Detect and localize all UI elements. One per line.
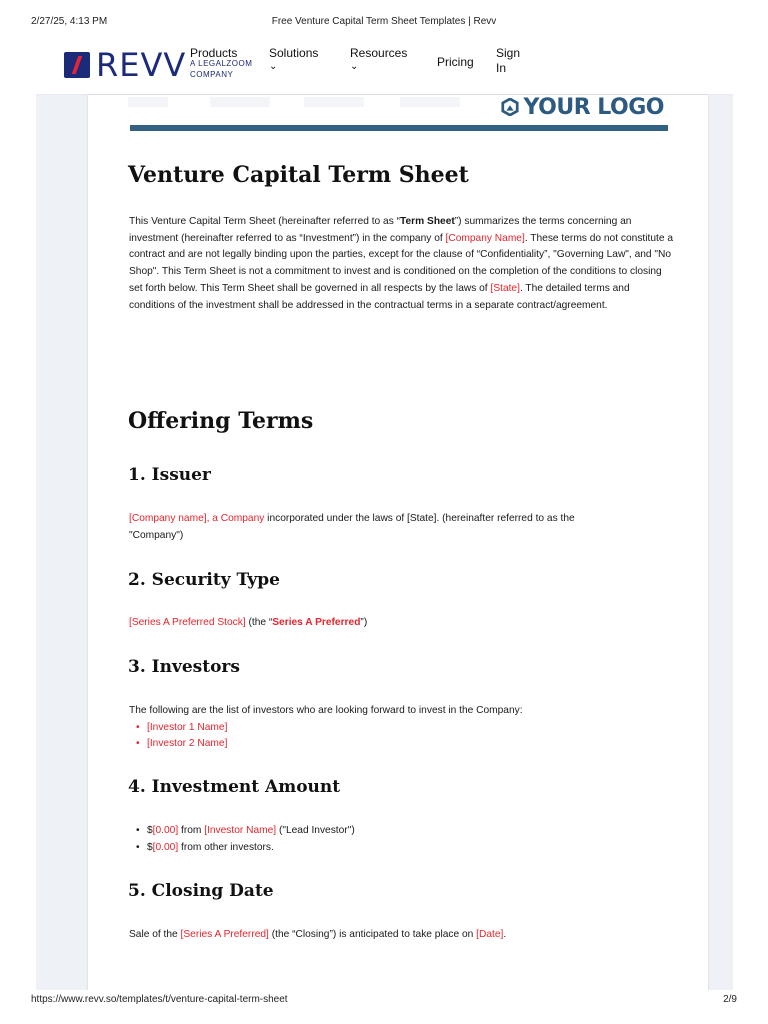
- investors-paragraph: [129, 703, 674, 753]
- series-a-placeholder: [Series A Preferred]: [180, 929, 269, 940]
- from-text: from: [178, 825, 205, 836]
- issuer-company-placeholder: [Company name], a Company: [129, 513, 265, 524]
- chevron-down-icon: ⌄: [269, 61, 278, 72]
- list-item: • [Investor 2 Name]: [147, 736, 674, 753]
- site-navbar: [36, 34, 733, 95]
- amount-placeholder: [0.00]: [152, 825, 179, 836]
- print-header: [0, 16, 768, 32]
- chevron-down-icon: ⌄: [350, 61, 359, 72]
- issuer-text: incorporated under the laws of [State]. (hereinafter referred to as the "Company"): [129, 513, 575, 541]
- list-item: [147, 840, 674, 857]
- nav-pricing-label: Pricing: [437, 55, 474, 69]
- investor-name-placeholder: [Investor Name]: [204, 825, 277, 836]
- revv-logo-text: REVV: [96, 46, 187, 84]
- nav-sign-in[interactable]: [496, 46, 530, 76]
- list-item: • [Investor 1 Name]: [147, 720, 674, 737]
- security-text: (the “: [245, 617, 273, 628]
- nav-products-label: Products: [190, 46, 238, 60]
- security-text-end: ”): [360, 617, 368, 628]
- intro-paragraph: [129, 214, 674, 314]
- amount-list: [129, 823, 674, 856]
- intro-text-4: . The detailed terms and conditions of the investment shall be addressed in the contractual terms in a separate contract/agreement.: [129, 282, 630, 311]
- dollar-sign: $: [147, 841, 153, 853]
- date-placeholder: [Date]: [476, 929, 504, 940]
- company-name-placeholder: [Company Name]: [445, 232, 525, 244]
- offering-terms-heading: Offering Terms: [128, 408, 314, 434]
- document-title: Venture Capital Term Sheet: [128, 162, 469, 188]
- security-type-heading: 2. Security Type: [128, 570, 280, 590]
- dollar-sign: $: [147, 825, 153, 836]
- security-type-paragraph: [129, 615, 674, 632]
- nav-solutions[interactable]: [269, 46, 318, 73]
- amount-placeholder: [0.00]: [152, 841, 179, 853]
- investors-lead-text: The following are the list of investors who are looking forward to invest in the Company:: [129, 705, 523, 716]
- investors-list: [129, 720, 674, 753]
- your-logo-placeholder: [501, 95, 664, 120]
- print-page-number: 2/9: [723, 994, 737, 1005]
- series-a-preferred-bold: Series A Preferred: [272, 617, 361, 628]
- investors-heading: 3. Investors: [128, 657, 240, 677]
- closing-text-1: Sale of the: [129, 929, 181, 940]
- nav-solutions-label: Solutions: [269, 46, 319, 60]
- other-investors-text: from other investors.: [178, 841, 274, 853]
- revv-logo-mark-icon: [64, 52, 90, 78]
- issuer-paragraph: [129, 511, 619, 544]
- header-rule: [130, 125, 668, 131]
- investment-amount-heading: 4. Investment Amount: [128, 777, 341, 797]
- closing-text-end: .: [503, 929, 507, 940]
- nav-pricing[interactable]: [437, 55, 474, 70]
- term-sheet-bold: Term Sheet: [400, 216, 455, 227]
- closing-date-heading: 5. Closing Date: [128, 881, 274, 901]
- print-url: https://www.revv.so/templates/t/venture-capital-term-sheet: [31, 994, 288, 1005]
- nav-resources[interactable]: [350, 46, 407, 73]
- intro-text-1: This Venture Capital Term Sheet (hereinafter referred to as “: [129, 216, 401, 227]
- closing-text-2: (the “Closing”) is anticipated to take place on: [268, 929, 477, 940]
- list-item: [147, 823, 674, 840]
- issuer-heading: 1. Issuer: [128, 465, 211, 485]
- state-placeholder: [State]: [490, 282, 520, 294]
- intro-text-3: . These terms do not constitute a contract and are not legally binding upon the parties, except for the clause of “Confidentiality”, "Governing Law", and "No Shop". This Term Sheet is not a commitment to invest and is conditioned on the completion of the conditions to closing set forth below. This Term Sheet shall be governed in all respects by the laws of: [129, 232, 673, 294]
- print-datetime: 2/27/25, 4:13 PM: [31, 16, 108, 27]
- your-logo-text: YOUR LOGO: [523, 95, 664, 120]
- lead-investor-text: ("Lead Investor"): [276, 825, 355, 836]
- closing-date-paragraph: [129, 927, 674, 944]
- legalzoom-tag: A LEGALZOOM COMPANY: [190, 59, 253, 79]
- nav-resources-label: Resources: [350, 46, 408, 60]
- investment-amount-paragraph: [129, 823, 674, 856]
- nav-sign-in-label: Sign In: [496, 46, 521, 75]
- intro-text-2: ”) summarizes the terms concerning an investment (hereinafter referred to as “Investment”) in the company of: [129, 216, 632, 244]
- print-page-title: Free Venture Capital Term Sheet Templates | Revv: [271, 16, 497, 27]
- hexagon-logo-icon: [501, 98, 519, 116]
- series-a-stock-placeholder: [Series A Preferred Stock]: [129, 617, 246, 628]
- browser-viewport: [36, 34, 733, 990]
